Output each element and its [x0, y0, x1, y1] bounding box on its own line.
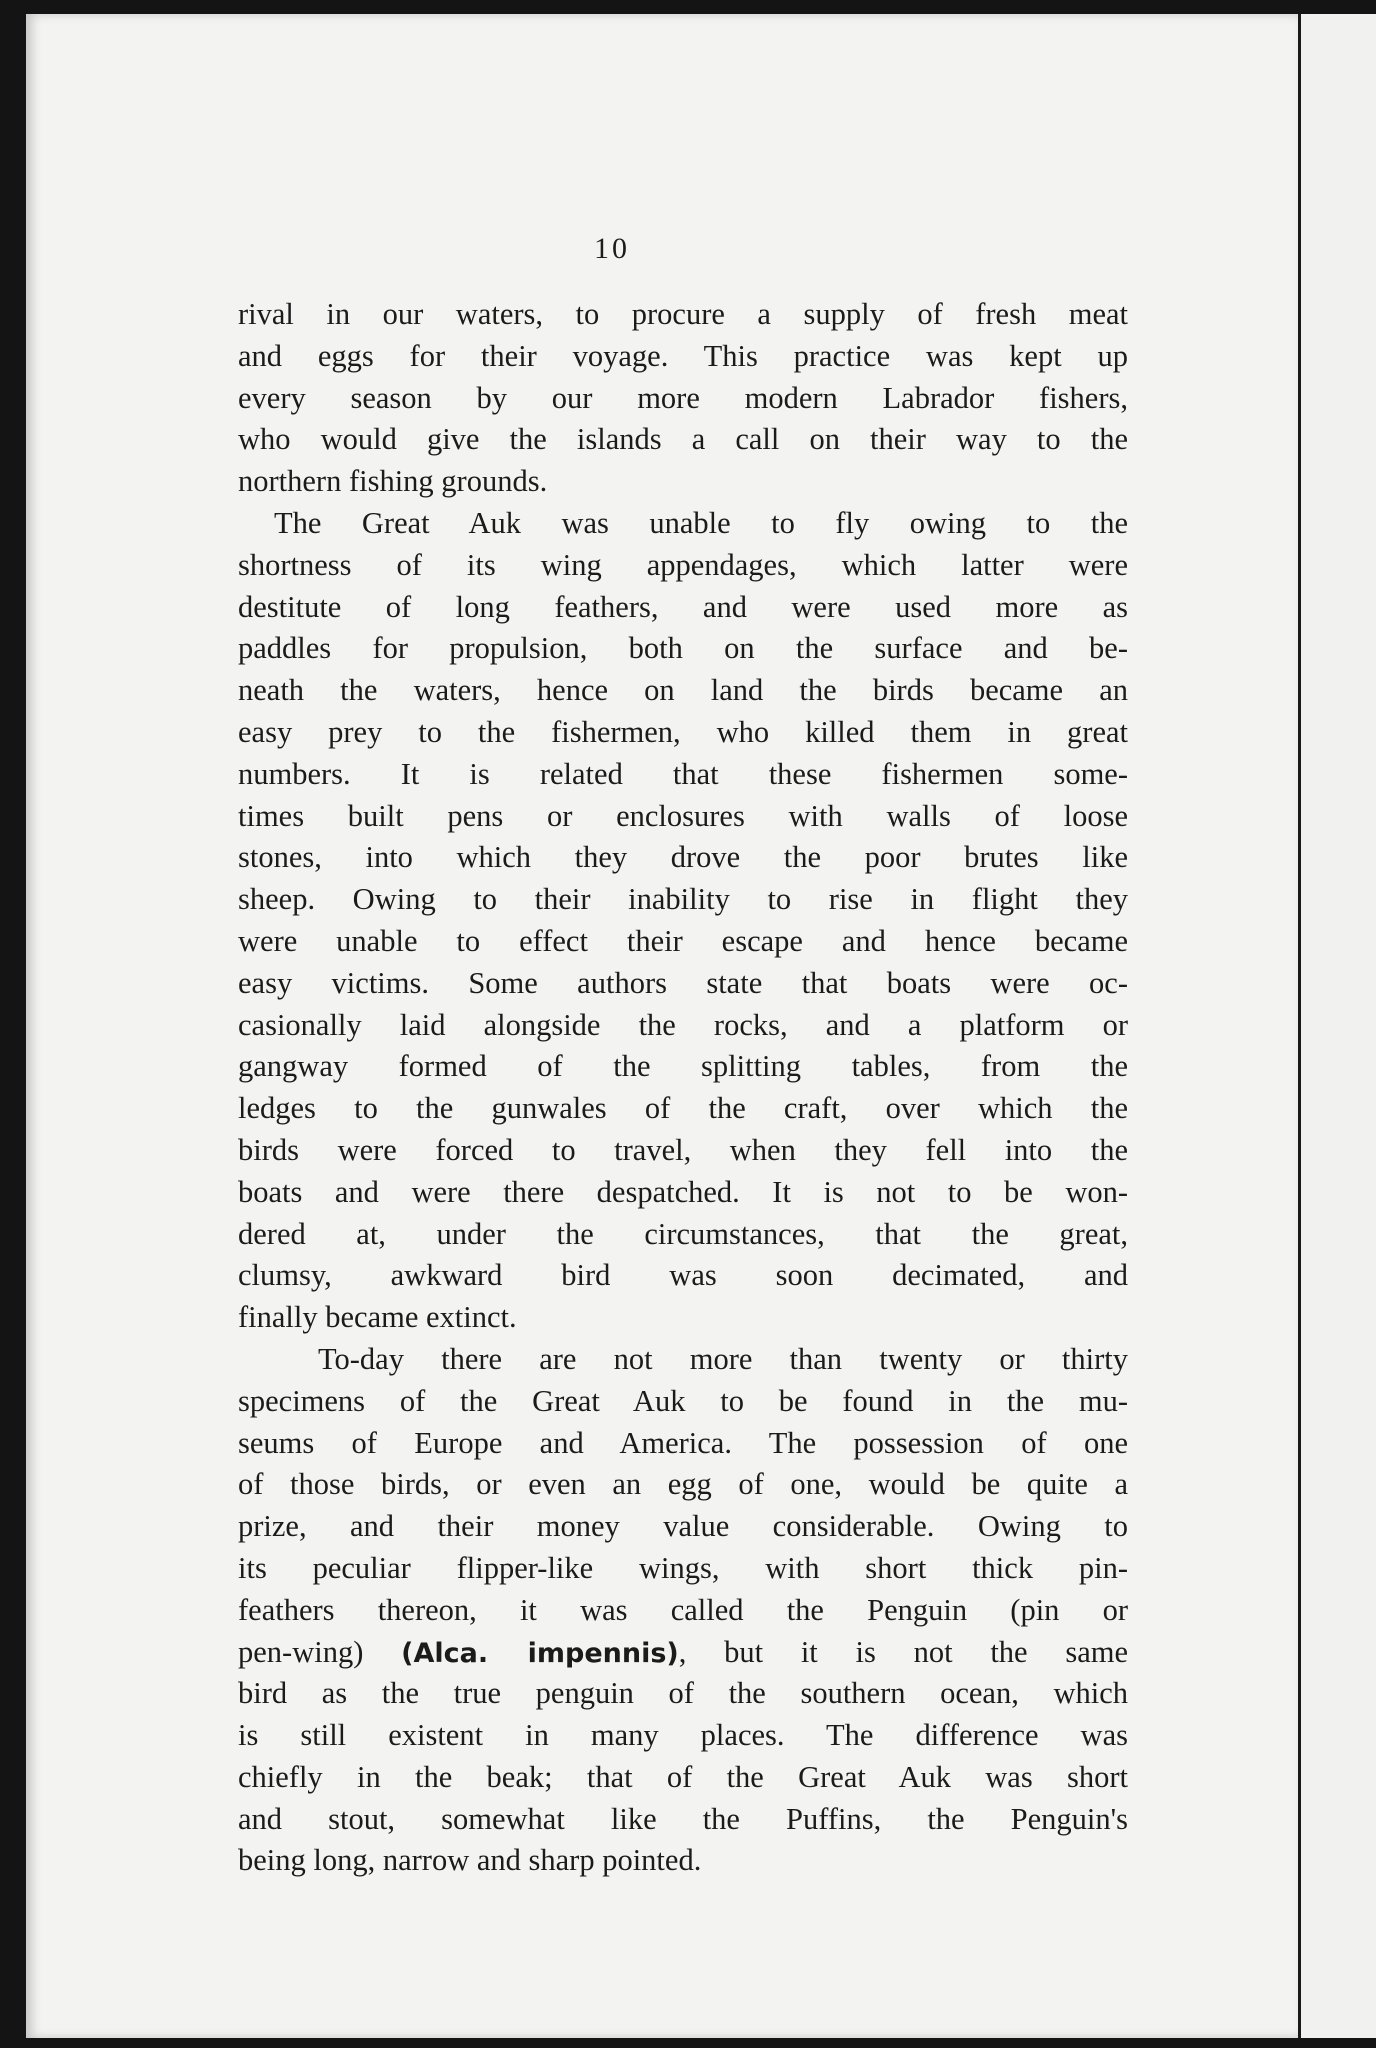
text-line: seums of Europe and America. The possession of one — [238, 1425, 1128, 1460]
text-fragment: , but it is not the same — [678, 1634, 1129, 1669]
text-line-with-scientific-name — [238, 1632, 1128, 1674]
text-line: sheep. Owing to their inability to rise in flight they — [238, 882, 1128, 917]
text-line: birds were forced to travel, when they fell into the — [238, 1132, 1128, 1167]
text-line: feathers thereon, it was called the Penguin (pin or — [238, 1592, 1128, 1627]
text-line: rival in our waters, to procure a supply of fresh meat — [238, 297, 1128, 331]
text-line: prize, and their money value considerable. Owing to — [238, 1509, 1128, 1544]
text-line: destitute of long feathers, and were used more as — [238, 589, 1128, 624]
text-line: clumsy, awkward bird was soon decimated, and — [238, 1258, 1128, 1293]
text-line: chiefly in the beak; that of the Great Auk was short — [238, 1759, 1128, 1794]
facing-page-edge — [1298, 14, 1376, 2038]
text-line: numbers. It is related that these fishermen some- — [238, 756, 1128, 791]
scientific-name: (Alca. impennis) — [401, 1637, 679, 1669]
text-line: paddles for propulsion, both on the surface and be- — [238, 631, 1128, 666]
body-text — [238, 294, 1128, 1882]
text-line: northern fishing grounds. — [238, 464, 548, 499]
text-line: is still existent in many places. The difference was — [238, 1718, 1128, 1753]
text-line: times built pens or enclosures with walls of loose — [238, 798, 1128, 833]
text-line: dered at, under the circumstances, that the great, — [238, 1216, 1128, 1251]
text-line: of those birds, or even an egg of one, would be quite a — [238, 1467, 1128, 1502]
text-fragment: pen-wing) — [238, 1634, 402, 1669]
text-line: bird as the true penguin of the southern ocean, which — [238, 1676, 1128, 1711]
text-line: and stout, somewhat like the Puffins, the Penguin's — [238, 1801, 1128, 1836]
text-line: being long, narrow and sharp pointed. — [238, 1843, 702, 1878]
text-line: easy prey to the fishermen, who killed them in great — [238, 714, 1128, 749]
text-line: easy victims. Some authors state that boats were oc- — [238, 965, 1128, 1000]
text-line: stones, into which they drove the poor brutes like — [238, 840, 1128, 875]
text-line: neath the waters, hence on land the birds became an — [238, 673, 1128, 708]
text-line: ledges to the gunwales of the craft, over which the — [238, 1091, 1128, 1126]
text-line: shortness of its wing appendages, which latter were — [238, 547, 1128, 582]
text-line: every season by our more modern Labrador fishers, — [238, 380, 1128, 415]
page-number: 10 — [594, 232, 630, 265]
text-line: specimens of the Great Auk to be found in the mu- — [238, 1383, 1128, 1418]
text-line: were unable to effect their escape and hence became — [238, 923, 1128, 958]
text-line: who would give the islands a call on their way to the — [238, 422, 1128, 457]
text-line: boats and were there despatched. It is not to be won- — [238, 1174, 1128, 1209]
text-line: and eggs for their voyage. This practice was kept up — [238, 338, 1128, 373]
text-line: its peculiar flipper-like wings, with short thick pin- — [238, 1550, 1128, 1585]
text-line: gangway formed of the splitting tables, from the — [238, 1049, 1128, 1084]
text-line: finally became extinct. — [238, 1300, 517, 1335]
text-line: The Great Auk was unable to fly owing to the — [274, 505, 1128, 540]
text-line: casionally laid alongside the rocks, and a platform or — [238, 1007, 1128, 1042]
text-line: To-day there are not more than twenty or thirty — [318, 1341, 1128, 1376]
